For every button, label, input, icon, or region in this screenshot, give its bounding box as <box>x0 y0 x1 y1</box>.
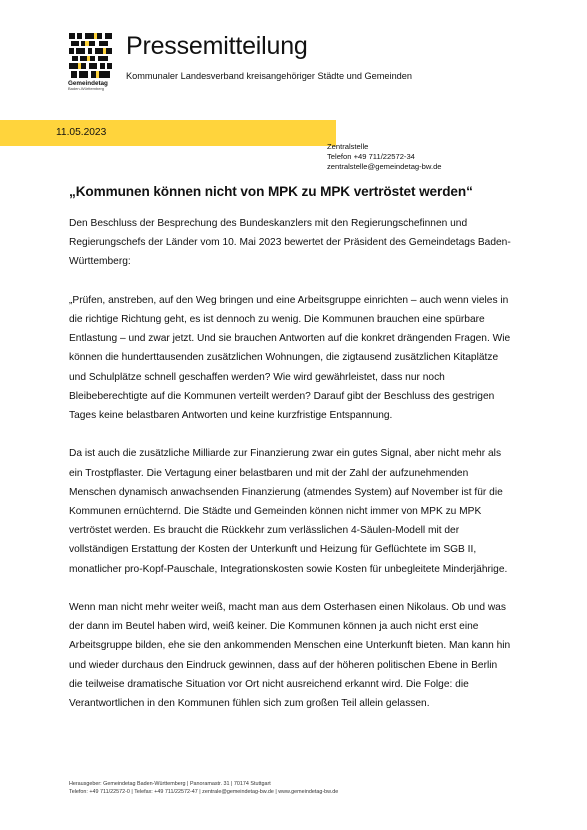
article-paragraph: Wenn man nicht mehr weiter weiß, macht man aus dem Osterhasen einen Nikolaus. Ob und was der dann im Beutel haben wird, weiß keiner. Die Kommunen können ja auch nicht erst eine Arbeitsgruppe bilden, ehe sie den ankommenden Menschen eine Unterkunft bieten. Man kann hin und wieder durchaus den Eindruck gewinnen, dass auf der höheren politischen Ebene in Berlin die teilweise dramatische Situation vor Ort nicht ausreichend erkannt wird. Die Folge: die Verantwortlichen in den Kommunen fühlen sich zum großen Teil allein gelassen. <box>69 602 511 710</box>
contact-block <box>327 142 442 172</box>
logo-mark-icon <box>69 33 113 79</box>
article-paragraph: Da ist auch die zusätzliche Milliarde zur Finanzierung zwar ein gutes Signal, aber nicht mehr als ein Trostpflaster. Die Vertagung einer belastbaren und mit der Zahl der aufzunehmenden Menschen dynamisch anwachsenden Finanzierung (atmendes System) auf November ist für die Kommunen ernüchternd. Die Städte und Gemeinden können nicht immer von MPK zu MPK vertröstet werden. Es braucht die Rückkehr zum verlässlichen 4-Säulen-Modell mit der vollständigen Erstattung der Kosten der Unterkunft und Heizung für Geflüchtete im SGB II, monatlicher pro-Kopf-Pauschale, Integrationskosten sowie Kosten für unbegleitete Minderjährige. <box>69 448 508 575</box>
article-paragraph: Den Beschluss der Besprechung des Bundeskanzlers mit den Regierungschefinnen und Regierungschefs der Länder vom 10. Mai 2023 bewertet der Präsident des Gemeindetags Baden-Württemberg: <box>69 218 511 268</box>
footer-contact: Telefon: +49 711/22572-0 | Telefax: +49 711/22572-47 | zentrale@gemeindetag-bw.de | www.gemeindetag-bw.de <box>69 788 339 795</box>
page-title: Pressemitteilung <box>126 32 308 60</box>
contact-email[interactable]: zentralstelle@gemeindetag-bw.de <box>327 162 442 171</box>
article-body <box>69 214 511 732</box>
release-date: 11.05.2023 <box>56 127 107 138</box>
date-bar <box>0 120 336 146</box>
article-headline: „Kommunen können nicht von MPK zu MPK vertröstet werden“ <box>69 184 473 199</box>
page-subtitle: Kommunaler Landesverband kreisangehöriger Städte und Gemeinden <box>126 71 413 81</box>
footer-publisher: Herausgeber: Gemeindetag Baden-Württemberg | Panoramastr. 31 | 70174 Stuttgart <box>69 781 271 787</box>
contact-phone: Telefon +49 711/22572-34 <box>327 152 415 161</box>
footer <box>69 781 338 796</box>
contact-department: Zentralstelle <box>327 142 369 151</box>
logo-region: Baden-Württemberg <box>68 86 105 92</box>
article-paragraph: „Prüfen, anstreben, auf den Weg bringen und eine Arbeitsgruppe einrichten – auch wenn vieles in die richtige Richtung geht, es ist dennoch zu wenig. Die Kommunen brauchen eine spürbare Entlastung – und zwar jetzt. Und sie brauchen Antworten auf die konkret drängenden Fragen. Wie können die hunderttausenden zusätzlichen Wohnungen, die zigtausend zusätzlichen Kitaplätze und Schulplätze schnell geschaffen werden? Wie wird gewährleistet, dass nur noch Bleibeberechtigte auf die Kommunen verteilt werden? Darauf gibt der Beschluss des gestrigen Tages keine belastbaren Antworten und keine kurzfristige Entspannung. <box>69 294 511 422</box>
logo-name: Gemeindetag <box>68 80 108 87</box>
gemeindetag-logo <box>68 33 118 92</box>
